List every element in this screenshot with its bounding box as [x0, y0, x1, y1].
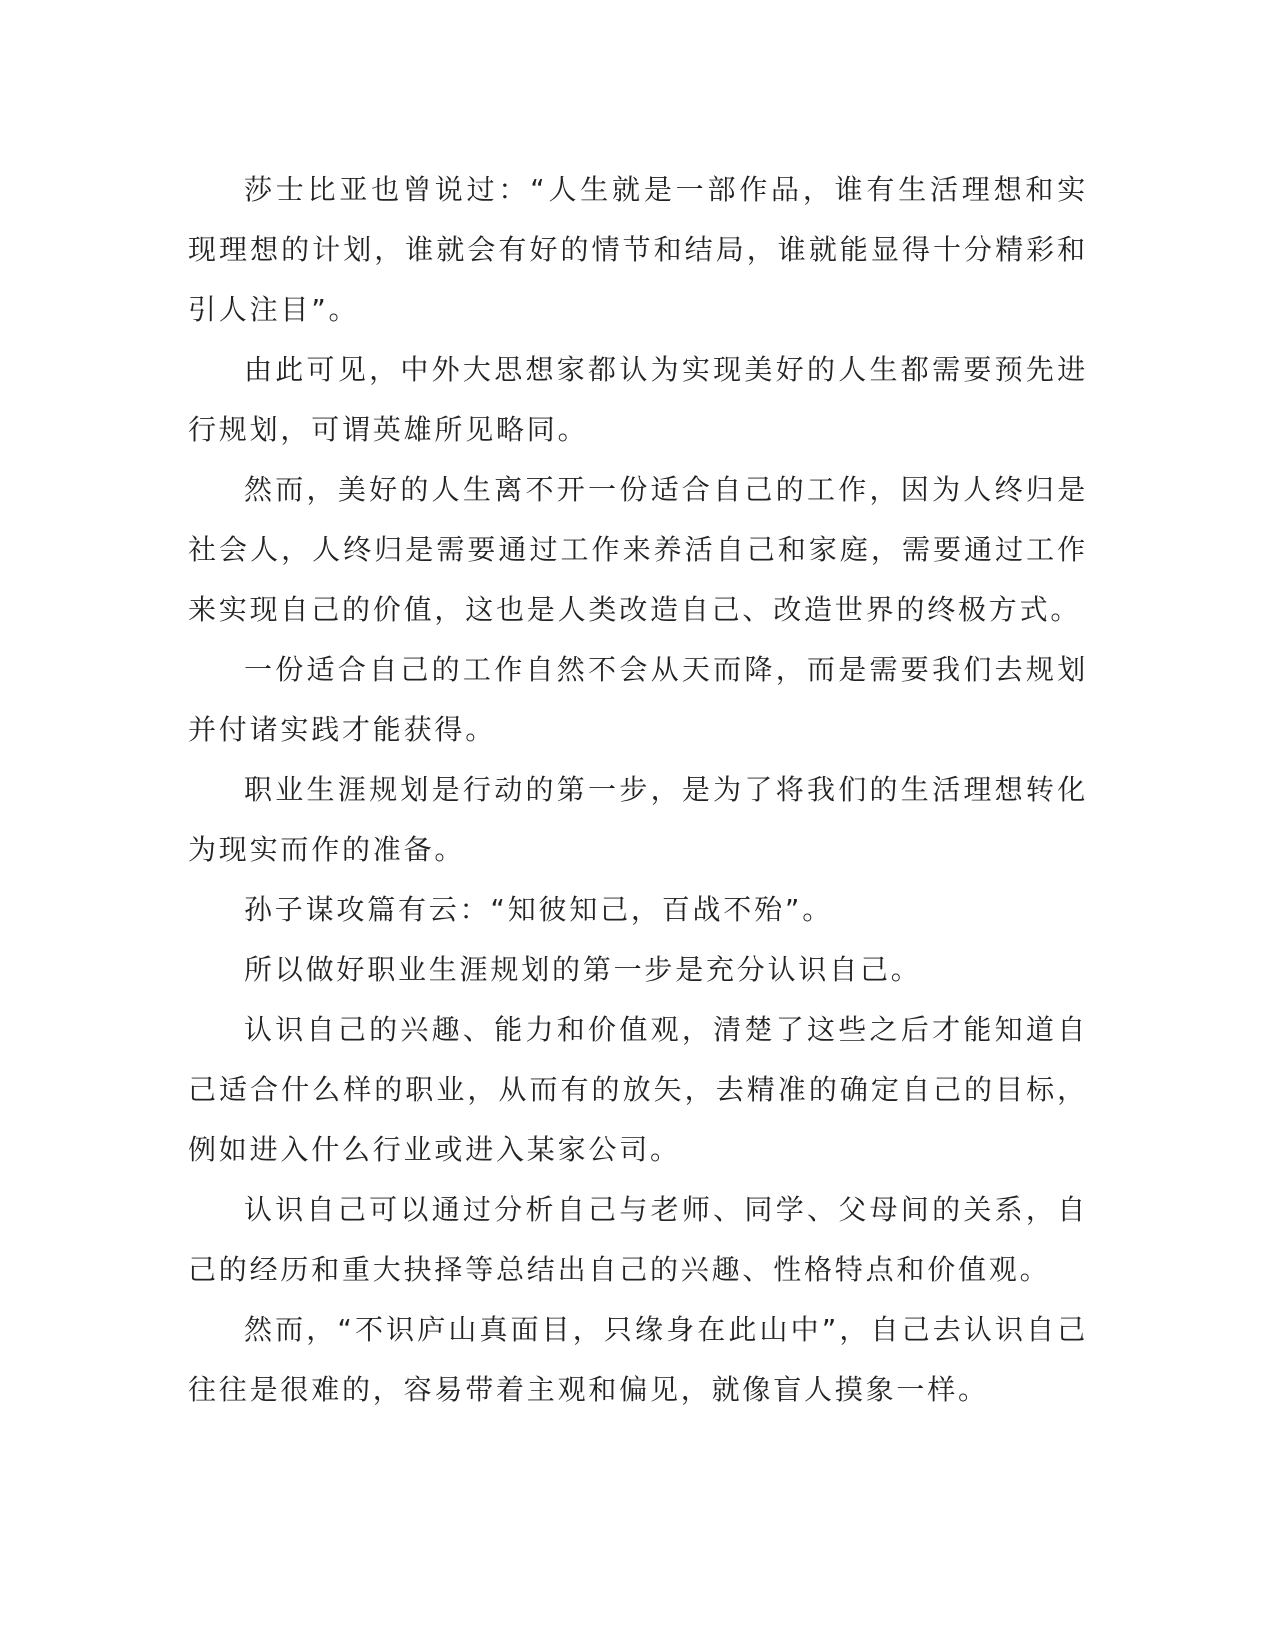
paragraph: 莎士比亚也曾说过：“人生就是一部作品，谁有生活理想和实现理想的计划，谁就会有好的情节和结局，谁就能显得十分精彩和引人注目”。: [188, 173, 1088, 326]
paragraph: 认识自己的兴趣、能力和价值观，清楚了这些之后才能知道自己适合什么样的职业，从而有的放矢，去精准的确定自己的目标，例如进入什么行业或进入某家公司。: [188, 1013, 1088, 1166]
paragraph: 所以做好职业生涯规划的第一步是充分认识自己。: [244, 953, 922, 986]
paragraph: 然而，“不识庐山真面目，只缘身在此山中”，自己去认识自己往往是很难的，容易带着主观和偏见，就像盲人摸象一样。: [188, 1313, 1088, 1406]
paragraph: 然而，美好的人生离不开一份适合自己的工作，因为人终归是社会人，人终归是需要通过工作来养活自己和家庭，需要通过工作来实现自己的价值，这也是人类改造自己、改造世界的终极方式。: [188, 473, 1088, 626]
paragraph: 由此可见，中外大思想家都认为实现美好的人生都需要预先进行规划，可谓英雄所见略同。: [188, 353, 1088, 446]
paragraph: 一份适合自己的工作自然不会从天而降，而是需要我们去规划并付诸实践才能获得。: [188, 653, 1088, 746]
paragraph: 认识自己可以通过分析自己与老师、同学、父母间的关系，自己的经历和重大抉择等总结出自己的兴趣、性格特点和价值观。: [188, 1193, 1088, 1286]
document-body: [188, 160, 1088, 1420]
paragraph: 孙子谋攻篇有云：“知彼知己，百战不殆”。: [244, 893, 834, 926]
paragraph: 职业生涯规划是行动的第一步，是为了将我们的生活理想转化为现实而作的准备。: [188, 773, 1088, 866]
